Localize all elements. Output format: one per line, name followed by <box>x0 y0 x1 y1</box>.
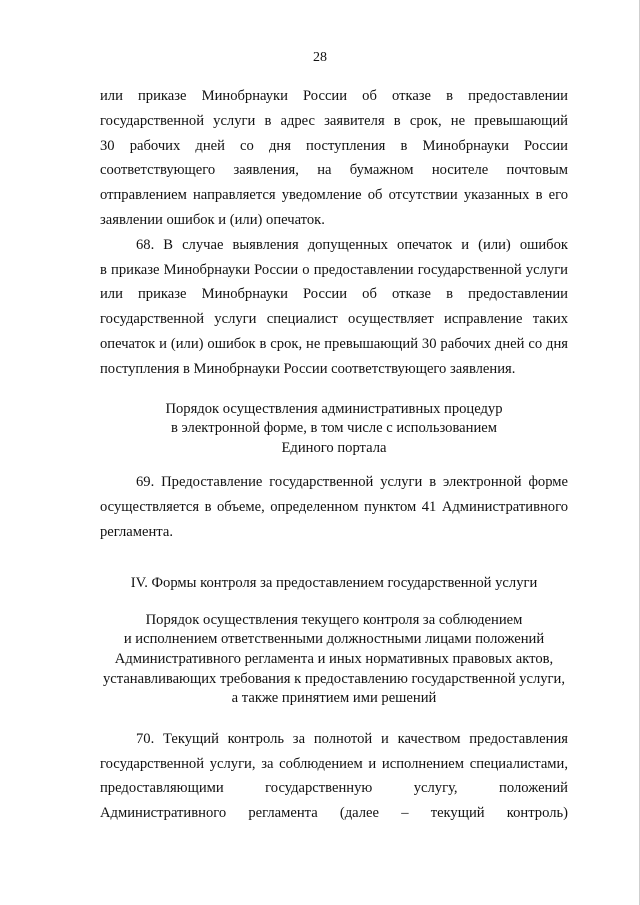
heading-current-control <box>100 611 568 709</box>
paragraph-continuation <box>100 84 568 233</box>
heading-line: а также принятием ими решений <box>231 690 437 707</box>
paragraph-68 <box>100 233 568 382</box>
text-line: предоставляющими государственную услугу, положений <box>100 780 568 797</box>
text-line: в приказе Минобрнауки России о предоставлении государственной услуги <box>100 261 568 278</box>
text-line: регламента. <box>100 523 173 540</box>
text-line: 69. Предоставление государственной услуги в электронной форме <box>136 474 568 491</box>
text-line: 30 рабочих дней со дня поступления в Минобрнауки России <box>100 137 568 154</box>
text-line: или приказе Минобрнауки России об отказе в предоставлении <box>100 88 568 104</box>
section-iv-title: IV. Формы контроля за предоставлением государственной услуги <box>130 574 538 591</box>
heading-electronic-form <box>100 400 568 459</box>
text-line: отправлением направляется уведомление об отсутствии указанных в его <box>100 187 568 204</box>
text-line: поступления в Минобрнауки России соответствующего заявления. <box>100 360 516 377</box>
text-line: заявлении ошибок и (или) опечаток. <box>100 211 325 228</box>
heading-line: и исполнением ответственными должностными лицами положений <box>123 631 545 648</box>
heading-line: Административного регламента и иных нормативных правовых актов, <box>114 650 554 667</box>
heading-line: устанавливающих требования к предоставлению государственной услуги, <box>103 670 565 687</box>
document-body <box>100 84 568 826</box>
page-number: 28 <box>313 50 327 65</box>
text-line: государственной услуги специалист осуществляет исправление таких <box>100 311 568 328</box>
text-line: 70. Текущий контроль за полнотой и качеством предоставления <box>136 730 568 747</box>
text-line: или приказе Минобрнауки России об отказе в предоставлении <box>100 286 568 303</box>
text-line: государственной услуги, за соблюдением и исполнением специалистами, <box>100 755 568 772</box>
paragraph-70 <box>100 727 568 826</box>
heading-line: Единого портала <box>281 439 387 456</box>
text-line: опечаток и (или) ошибок в срок, не превышающий 30 рабочих дней со дня <box>100 335 568 352</box>
text-line: осуществляется в объеме, определенном пунктом 41 Административного <box>100 499 568 516</box>
text-line: Административного регламента (далее – текущий контроль) <box>100 805 568 822</box>
paragraph-69 <box>100 470 568 544</box>
text-line: государственной услуги в адрес заявителя в срок, не превышающий <box>100 112 568 129</box>
heading-line: в электронной форме, в том числе с использованием <box>171 420 497 437</box>
text-line: 68. В случае выявления допущенных опечаток и (или) ошибок <box>136 236 568 253</box>
text-line: соответствующего заявления, на бумажном носителе почтовым <box>100 162 568 179</box>
heading-line: Порядок осуществления текущего контроля за соблюдением <box>145 611 523 628</box>
heading-line: Порядок осуществления административных процедур <box>165 400 503 417</box>
